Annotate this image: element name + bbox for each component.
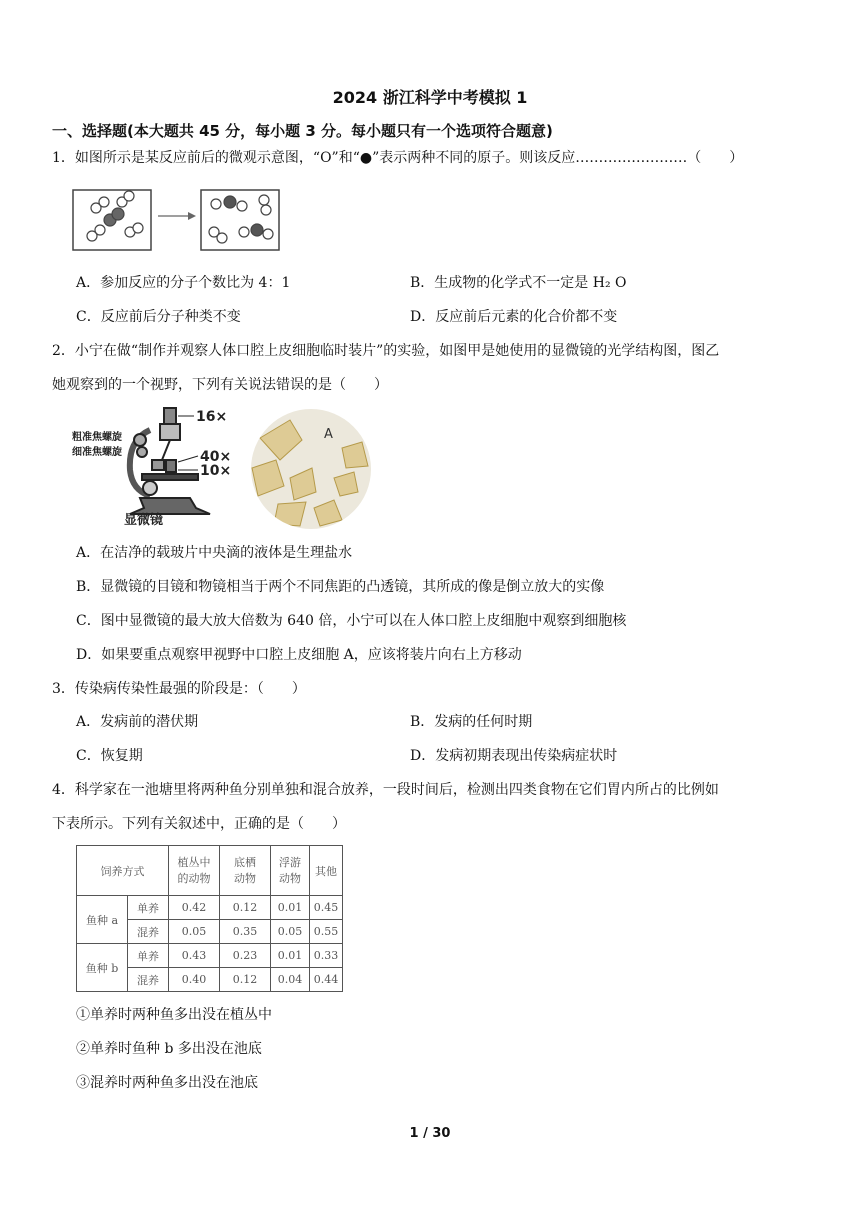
- value-cell: 0.12: [220, 968, 271, 992]
- mode-cell: 混养: [128, 968, 169, 992]
- coarse-focus-label: 粗准焦螺旋: [72, 432, 122, 443]
- q2-option-a: A．在洁净的载玻片中央滴的液体是生理盐水: [76, 545, 353, 561]
- q3-option-b: B．发病的任何时期: [410, 714, 533, 730]
- value-cell: 0.55: [310, 920, 343, 944]
- value-cell: 0.23: [220, 944, 271, 968]
- mode-cell: 单养: [128, 944, 169, 968]
- fish-b-label: 鱼种 b: [77, 944, 128, 992]
- q4-statement-1: ①单养时两种鱼多出没在植丛中: [76, 1007, 272, 1023]
- value-cell: 0.40: [169, 968, 220, 992]
- mode-cell: 混养: [128, 920, 169, 944]
- q1-reaction-diagram: [72, 186, 284, 254]
- q4-statement-3: ③混养时两种鱼多出没在池底: [76, 1075, 258, 1091]
- cell-a-label: A: [324, 427, 333, 442]
- q2-option-b: B．显微镜的目镜和物镜相当于两个不同焦距的凸透镜，其所成的像是倒立放大的实像: [76, 579, 605, 595]
- header-feeding-mode: 饲养方式: [77, 846, 169, 896]
- value-cell: 0.12: [220, 896, 271, 920]
- mag-16-label: 16×: [196, 409, 228, 425]
- page-number: 1 / 30: [409, 1126, 451, 1141]
- value-cell: 0.42: [169, 896, 220, 920]
- q1-option-b: B．生成物的化学式不一定是 H₂ O: [410, 275, 627, 291]
- mag-40-label: 40×: [200, 449, 232, 465]
- header-plankton: 浮游 动物: [271, 846, 310, 896]
- section-heading: 一、选择题(本大题共 45 分，每小题 3 分。每小题只有一个选项符合题意): [52, 122, 553, 140]
- table-row: [77, 944, 343, 968]
- page-title: 2024 浙江科学中考模拟 1: [332, 88, 528, 107]
- value-cell: 0.44: [310, 968, 343, 992]
- q1-option-a: A．参加反应的分子个数比为 4：1: [76, 275, 291, 291]
- q2-stem-line1: 2．小宁在做“制作并观察人体口腔上皮细胞临时装片”的实验，如图甲是她使用的显微镜的光学结构图，图乙: [52, 343, 720, 359]
- mode-cell: 单养: [128, 896, 169, 920]
- fine-focus-label: 细准焦螺旋: [72, 447, 122, 458]
- q2-option-d: D．如果要重点观察甲视野中口腔上皮细胞 A，应该将装片向右上方移动: [76, 647, 522, 663]
- q1-option-c: C．反应前后分子种类不变: [76, 309, 241, 325]
- value-cell: 0.05: [169, 920, 220, 944]
- microscope-view-figure: [250, 408, 372, 530]
- q4-stem-line1: 4．科学家在一池塘里将两种鱼分别单独和混合放养，一段时间后，检测出四类食物在它们胃内所占的比例如: [52, 782, 719, 798]
- value-cell: 0.04: [271, 968, 310, 992]
- microscope-figure: [70, 400, 240, 528]
- microscope-caption: 显微镜: [124, 513, 164, 528]
- q4-stem-line2: 下表所示。下列有关叙述中，正确的是（ ）: [52, 816, 346, 832]
- q1-stem: 1．如图所示是某反应前后的微观示意图，“O”和“●”表示两种不同的原子。则该反应……………………（ ）: [52, 150, 744, 166]
- q2-stem-line2: 她观察到的一个视野，下列有关说法错误的是（ ）: [52, 377, 388, 393]
- q3-stem: 3．传染病传染性最强的阶段是：（ ）: [52, 681, 306, 697]
- fish-a-label: 鱼种 a: [77, 896, 128, 944]
- q3-option-a: A．发病前的潜伏期: [76, 714, 199, 730]
- value-cell: 0.33: [310, 944, 343, 968]
- q3-option-d: D．发病初期表现出传染病症状时: [410, 748, 618, 764]
- header-benthic: 底栖 动物: [220, 846, 271, 896]
- value-cell: 0.43: [169, 944, 220, 968]
- feeding-table: [76, 845, 343, 992]
- q4-statement-2: ②单养时鱼种 b 多出没在池底: [76, 1041, 262, 1057]
- q1-option-d: D．反应前后元素的化合价都不变: [410, 309, 618, 325]
- value-cell: 0.01: [271, 896, 310, 920]
- header-other: 其他: [310, 846, 343, 896]
- value-cell: 0.01: [271, 944, 310, 968]
- header-plant-animals: 植丛中 的动物: [169, 846, 220, 896]
- value-cell: 0.45: [310, 896, 343, 920]
- q2-option-c: C．图中显微镜的最大放大倍数为 640 倍，小宁可以在人体口腔上皮细胞中观察到细胞核: [76, 613, 627, 629]
- q3-option-c: C．恢复期: [76, 748, 143, 764]
- value-cell: 0.35: [220, 920, 271, 944]
- value-cell: 0.05: [271, 920, 310, 944]
- table-row: [77, 896, 343, 920]
- mag-10-label: 10×: [200, 463, 232, 479]
